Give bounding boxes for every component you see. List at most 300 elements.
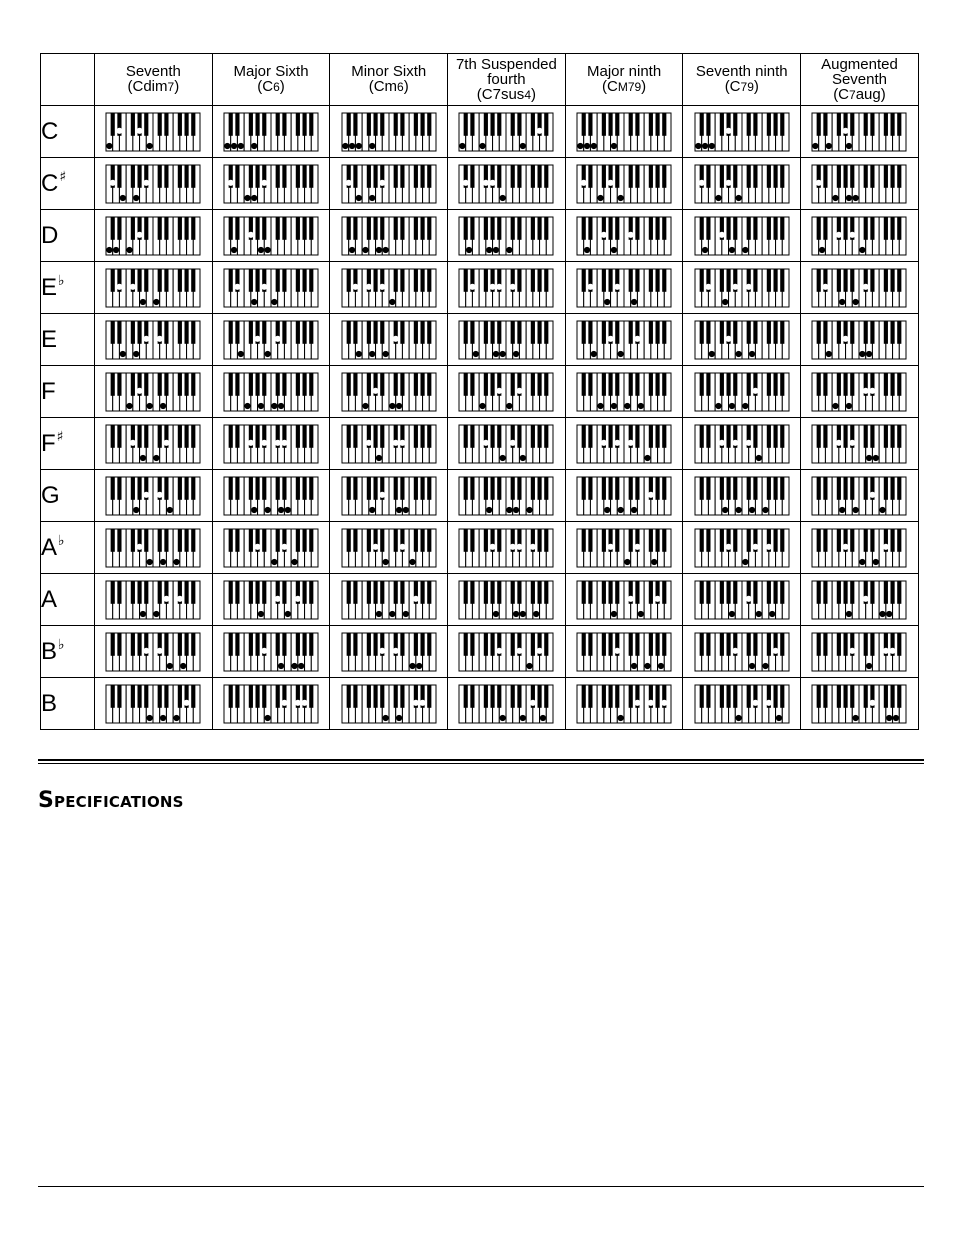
chord-note-dot [238, 143, 243, 148]
piano-keyboard-diagram [811, 216, 907, 256]
chord-keyboard-cell [565, 366, 683, 418]
chord-note-dot [743, 247, 748, 252]
root-note-letter: G [41, 481, 60, 509]
black-key [178, 165, 182, 188]
chord-note-dot [356, 143, 361, 148]
black-key [111, 269, 115, 292]
black-key [276, 529, 280, 552]
chord-note-dot [235, 284, 240, 289]
black-key [491, 685, 495, 708]
chord-note-dot [749, 663, 754, 668]
chord-note-dot [137, 232, 142, 237]
black-key [471, 321, 475, 344]
black-key [629, 321, 633, 344]
column-header-name: Major Sixth [233, 63, 309, 80]
footer-divider [38, 1186, 924, 1187]
chord-note-dot [726, 128, 731, 133]
black-key [471, 633, 475, 656]
black-key [309, 581, 313, 604]
black-key [767, 373, 771, 396]
black-key [582, 685, 586, 708]
black-key [629, 633, 633, 656]
black-key [413, 269, 417, 292]
chord-note-dot [389, 611, 394, 616]
black-key [471, 477, 475, 500]
chord-note-dot [521, 715, 526, 720]
black-key [131, 217, 135, 240]
black-key [884, 269, 888, 292]
chord-note-dot [864, 284, 869, 289]
black-key [413, 633, 417, 656]
root-note-label [41, 158, 95, 210]
piano-keyboard-diagram [223, 268, 319, 308]
chord-note-dot [470, 284, 475, 289]
chord-keyboard-cell [448, 418, 566, 470]
black-key [420, 217, 424, 240]
chord-chart-table [40, 53, 919, 730]
chord-note-dot [850, 648, 855, 653]
piano-keyboard-diagram [576, 632, 672, 672]
black-key [773, 217, 777, 240]
chord-note-dot [389, 299, 394, 304]
black-key [393, 685, 397, 708]
black-key [891, 685, 895, 708]
piano-keyboard-diagram [811, 580, 907, 620]
black-key [464, 113, 468, 136]
black-key [615, 581, 619, 604]
black-key [498, 425, 502, 448]
black-key [635, 113, 639, 136]
black-key [309, 321, 313, 344]
chord-note-dot [894, 715, 899, 720]
black-key [400, 269, 404, 292]
black-key [296, 165, 300, 188]
chord-keyboard-cell [801, 678, 919, 730]
piano-keyboard-diagram [341, 112, 437, 152]
black-key [165, 373, 169, 396]
black-key [229, 477, 233, 500]
chord-keyboard-cell [212, 158, 330, 210]
chord-keyboard-cell [683, 262, 801, 314]
black-key [256, 165, 260, 188]
black-key [366, 165, 370, 188]
chord-note-dot [494, 351, 499, 356]
black-key [884, 581, 888, 604]
chord-note-dot [487, 247, 492, 252]
black-key [393, 581, 397, 604]
black-key [733, 373, 737, 396]
black-key [131, 165, 135, 188]
chord-note-dot [232, 143, 237, 148]
chord-note-dot [746, 596, 751, 601]
black-key [309, 113, 313, 136]
chord-note-dot [157, 492, 162, 497]
black-key [649, 321, 653, 344]
black-key [276, 165, 280, 188]
black-key [249, 633, 253, 656]
black-key [393, 165, 397, 188]
black-key [303, 477, 307, 500]
chord-note-dot [699, 180, 704, 185]
chord-note-dot [655, 596, 660, 601]
black-key [464, 529, 468, 552]
accidental-symbol: ♭ [58, 532, 65, 549]
black-key [871, 113, 875, 136]
black-key [817, 217, 821, 240]
black-key [706, 581, 710, 604]
chord-note-dot [490, 180, 495, 185]
chord-note-dot [766, 700, 771, 705]
chord-note-dot [736, 195, 741, 200]
chord-note-dot [154, 455, 159, 460]
chord-keyboard-cell [448, 158, 566, 210]
black-key [303, 113, 307, 136]
chord-keyboard-cell [330, 522, 448, 574]
black-key [111, 529, 115, 552]
black-key [111, 581, 115, 604]
chord-note-dot [403, 611, 408, 616]
black-key [726, 269, 730, 292]
chord-note-dot [864, 596, 869, 601]
black-key [615, 477, 619, 500]
black-key [309, 685, 313, 708]
chord-note-dot [743, 559, 748, 564]
piano-keyboard-diagram [341, 632, 437, 672]
black-key [817, 113, 821, 136]
chord-keyboard-cell [801, 366, 919, 418]
black-key [484, 373, 488, 396]
black-key [851, 321, 855, 344]
black-key [192, 217, 196, 240]
black-key [662, 373, 666, 396]
chord-note-dot [874, 559, 879, 564]
black-key [891, 529, 895, 552]
chord-note-dot [517, 544, 522, 549]
black-key [276, 685, 280, 708]
chord-note-dot [168, 507, 173, 512]
black-key [706, 113, 710, 136]
chord-note-dot [615, 648, 620, 653]
black-key [662, 477, 666, 500]
chord-note-dot [410, 559, 415, 564]
black-key [891, 217, 895, 240]
chord-note-dot [632, 507, 637, 512]
piano-keyboard-diagram [105, 684, 201, 724]
chord-keyboard-cell [801, 262, 919, 314]
black-key [662, 217, 666, 240]
black-key [353, 373, 357, 396]
black-key [824, 217, 828, 240]
black-key [380, 217, 384, 240]
column-header-name: Seventh [125, 63, 181, 80]
black-key [582, 113, 586, 136]
black-key [864, 477, 868, 500]
black-key [256, 113, 260, 136]
chord-note-dot [632, 663, 637, 668]
chord-row [41, 262, 919, 314]
black-key [538, 217, 542, 240]
black-key [471, 685, 475, 708]
black-key [891, 321, 895, 344]
black-key [373, 113, 377, 136]
black-key [649, 425, 653, 448]
black-key [111, 633, 115, 656]
black-key [353, 685, 357, 708]
black-key [309, 373, 313, 396]
black-key [229, 633, 233, 656]
black-key [165, 529, 169, 552]
black-key [817, 373, 821, 396]
chord-note-dot [114, 247, 119, 252]
black-key [165, 685, 169, 708]
black-key [420, 373, 424, 396]
black-key [602, 113, 606, 136]
black-key [303, 165, 307, 188]
chord-note-dot [238, 351, 243, 356]
black-key [118, 685, 122, 708]
chord-note-dot [413, 700, 418, 705]
black-key [498, 477, 502, 500]
black-key [726, 477, 730, 500]
black-key [192, 269, 196, 292]
black-key [844, 373, 848, 396]
chord-keyboard-cell [330, 262, 448, 314]
chord-row [41, 106, 919, 158]
black-key [353, 633, 357, 656]
piano-keyboard-diagram [223, 476, 319, 516]
column-header-symbol: (C7aug) [833, 85, 886, 103]
piano-keyboard-diagram [811, 528, 907, 568]
accidental-symbol: ♭ [58, 272, 65, 289]
piano-keyboard-diagram [458, 632, 554, 672]
black-key [413, 373, 417, 396]
black-key [309, 633, 313, 656]
chord-keyboard-cell [683, 418, 801, 470]
chord-note-dot [850, 440, 855, 445]
black-key [138, 165, 142, 188]
black-key [276, 373, 280, 396]
chord-note-dot [178, 596, 183, 601]
root-note-letter: E [41, 273, 58, 301]
piano-keyboard-diagram [458, 580, 554, 620]
chord-note-dot [753, 544, 758, 549]
chord-note-dot [342, 143, 347, 148]
chord-keyboard-cell [330, 574, 448, 626]
black-key [282, 633, 286, 656]
black-key [185, 113, 189, 136]
black-key [656, 633, 660, 656]
black-key [158, 685, 162, 708]
black-key [531, 477, 535, 500]
black-key [609, 581, 613, 604]
black-key [498, 165, 502, 188]
chord-note-dot [494, 611, 499, 616]
chord-note-dot [743, 403, 748, 408]
piano-keyboard-diagram [576, 528, 672, 568]
black-key [138, 269, 142, 292]
black-key [464, 633, 468, 656]
black-key [158, 217, 162, 240]
black-key [296, 321, 300, 344]
piano-keyboard-diagram [694, 528, 790, 568]
black-key [662, 529, 666, 552]
chord-note-dot [867, 663, 872, 668]
black-key [720, 633, 724, 656]
chord-note-dot [147, 403, 152, 408]
black-key [662, 425, 666, 448]
black-key [353, 321, 357, 344]
piano-keyboard-diagram [811, 424, 907, 464]
chord-keyboard-cell [448, 470, 566, 522]
black-key [898, 633, 902, 656]
black-key [373, 477, 377, 500]
black-key [420, 113, 424, 136]
black-key [484, 685, 488, 708]
piano-keyboard-diagram [223, 424, 319, 464]
piano-keyboard-diagram [458, 164, 554, 204]
chord-note-dot [393, 336, 398, 341]
black-key [111, 113, 115, 136]
black-key [656, 113, 660, 136]
black-key [864, 165, 868, 188]
piano-keyboard-diagram [341, 320, 437, 360]
black-key [303, 373, 307, 396]
black-key [518, 113, 522, 136]
black-key [185, 633, 189, 656]
black-key [602, 321, 606, 344]
chord-keyboard-cell [330, 210, 448, 262]
chord-note-dot [147, 559, 152, 564]
chord-note-dot [618, 195, 623, 200]
black-key [309, 477, 313, 500]
black-key [185, 321, 189, 344]
column-header-major-ninth [565, 54, 683, 106]
chord-note-dot [295, 596, 300, 601]
black-key [229, 581, 233, 604]
chord-note-dot [753, 388, 758, 393]
black-key [871, 217, 875, 240]
chord-keyboard-cell [95, 314, 213, 366]
chord-note-dot [497, 388, 502, 393]
black-key [609, 685, 613, 708]
black-key [531, 269, 535, 292]
black-key [706, 425, 710, 448]
black-key [145, 373, 149, 396]
chord-keyboard-cell [565, 522, 683, 574]
chord-note-dot [282, 700, 287, 705]
black-key [582, 321, 586, 344]
black-key [185, 529, 189, 552]
black-key [346, 217, 350, 240]
chord-note-dot [282, 440, 287, 445]
chord-note-dot [416, 663, 421, 668]
chord-note-dot [369, 351, 374, 356]
black-key [629, 373, 633, 396]
column-header-symbol: (C7sus4) [476, 85, 536, 103]
black-key [420, 425, 424, 448]
black-key [491, 477, 495, 500]
chord-note-dot [497, 284, 502, 289]
black-key [891, 373, 895, 396]
black-key [303, 321, 307, 344]
black-key [413, 425, 417, 448]
black-key [615, 113, 619, 136]
black-key [817, 477, 821, 500]
black-key [413, 529, 417, 552]
black-key [413, 165, 417, 188]
black-key [615, 529, 619, 552]
chord-keyboard-cell [565, 158, 683, 210]
black-key [726, 685, 730, 708]
black-key [588, 217, 592, 240]
black-key [346, 321, 350, 344]
black-key [615, 217, 619, 240]
chord-note-dot [511, 440, 516, 445]
black-key [471, 217, 475, 240]
black-key [649, 113, 653, 136]
black-key [373, 217, 377, 240]
chord-row [41, 366, 919, 418]
piano-keyboard-diagram [694, 320, 790, 360]
chord-keyboard-cell [683, 210, 801, 262]
black-key [871, 425, 875, 448]
column-header-7th-suspended-fourth: 7th Suspended fourth (C7sus4) [448, 54, 566, 106]
black-key [582, 633, 586, 656]
black-key [588, 113, 592, 136]
black-key [282, 217, 286, 240]
chord-note-dot [383, 247, 388, 252]
chord-note-dot [393, 648, 398, 653]
black-key [531, 217, 535, 240]
black-key [303, 217, 307, 240]
chord-note-dot [632, 299, 637, 304]
chord-note-dot [833, 403, 838, 408]
chord-note-dot [295, 700, 300, 705]
root-note-letter: C [41, 169, 59, 197]
black-key [602, 581, 606, 604]
chord-keyboard-cell [565, 678, 683, 730]
black-key [773, 685, 777, 708]
black-key [158, 373, 162, 396]
black-key [864, 633, 868, 656]
black-key [753, 269, 757, 292]
chord-note-dot [157, 336, 162, 341]
chord-note-dot [363, 247, 368, 252]
black-key [851, 373, 855, 396]
piano-keyboard-diagram [458, 372, 554, 412]
chord-note-dot [484, 440, 489, 445]
chord-keyboard-cell [801, 106, 919, 158]
black-key [753, 113, 757, 136]
black-key [373, 581, 377, 604]
root-note-label [41, 574, 95, 626]
black-key [609, 477, 613, 500]
black-key [635, 581, 639, 604]
black-key [773, 321, 777, 344]
chord-keyboard-cell [95, 210, 213, 262]
chord-keyboard-cell [683, 470, 801, 522]
black-key [635, 165, 639, 188]
black-key [773, 581, 777, 604]
chord-keyboard-cell [565, 470, 683, 522]
piano-keyboard-diagram [105, 580, 201, 620]
black-key [720, 269, 724, 292]
black-key [138, 477, 142, 500]
chord-keyboard-cell [95, 626, 213, 678]
black-key [235, 217, 239, 240]
black-key [158, 165, 162, 188]
chord-keyboard-cell [801, 314, 919, 366]
